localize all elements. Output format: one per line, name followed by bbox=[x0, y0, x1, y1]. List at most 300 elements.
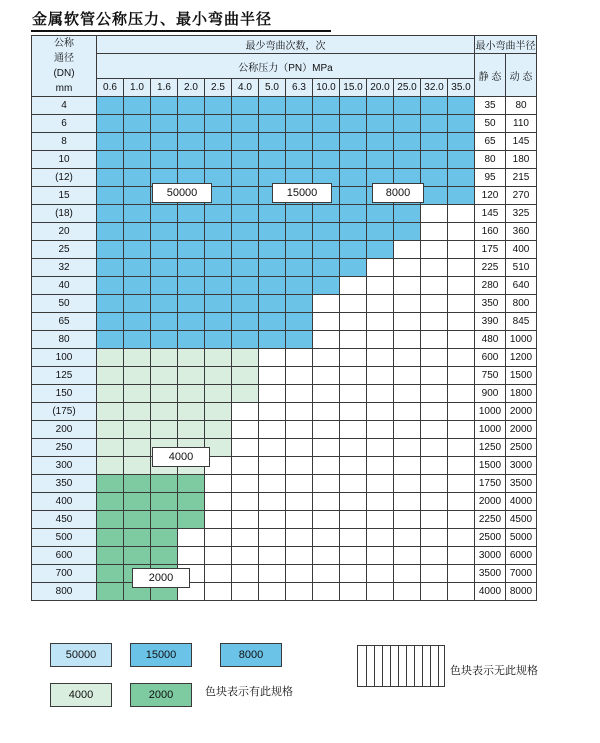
pressure-cell bbox=[367, 331, 394, 349]
pressure-cell bbox=[394, 529, 421, 547]
pressure-cell bbox=[367, 547, 394, 565]
radius-dynamic-value: 110 bbox=[506, 115, 537, 133]
radius-static-value: 280 bbox=[475, 277, 506, 295]
pressure-cell bbox=[178, 547, 205, 565]
radius-static-value: 65 bbox=[475, 133, 506, 151]
dn-header-line-2: 通径 bbox=[54, 53, 74, 64]
dn-value: 200 bbox=[32, 421, 97, 439]
table-row bbox=[32, 367, 537, 385]
table-row bbox=[32, 439, 537, 457]
pressure-cell bbox=[232, 205, 259, 223]
pressure-cell bbox=[97, 241, 124, 259]
table-row bbox=[32, 403, 537, 421]
pressure-cell bbox=[124, 151, 151, 169]
pressure-cell bbox=[232, 421, 259, 439]
radius-static-value: 480 bbox=[475, 331, 506, 349]
pressure-cell bbox=[313, 205, 340, 223]
pressure-cell bbox=[448, 115, 475, 133]
pressure-cell bbox=[232, 475, 259, 493]
pressure-cell bbox=[340, 511, 367, 529]
pressure-cell bbox=[178, 115, 205, 133]
pressure-cell bbox=[286, 403, 313, 421]
pressure-cell bbox=[286, 565, 313, 583]
pressure-cell bbox=[313, 97, 340, 115]
pressure-cell bbox=[367, 151, 394, 169]
legend-swatch-50000: 50000 bbox=[50, 643, 112, 667]
pressure-cell bbox=[448, 349, 475, 367]
pressure-cell bbox=[421, 493, 448, 511]
pressure-cell bbox=[205, 331, 232, 349]
pressure-cell bbox=[151, 259, 178, 277]
dn-header-line-4: mm bbox=[55, 83, 73, 94]
radius-static-value: 390 bbox=[475, 313, 506, 331]
pn-value-header: 2.5 bbox=[205, 79, 232, 97]
pressure-cell bbox=[259, 277, 286, 295]
pressure-cell bbox=[448, 385, 475, 403]
pressure-cell bbox=[232, 493, 259, 511]
pressure-cell bbox=[313, 277, 340, 295]
pressure-cell bbox=[394, 421, 421, 439]
pressure-cell bbox=[151, 529, 178, 547]
pressure-cell bbox=[286, 385, 313, 403]
pressure-cell bbox=[367, 223, 394, 241]
pressure-cell bbox=[205, 367, 232, 385]
pressure-cell bbox=[178, 223, 205, 241]
radius-dynamic-value: 510 bbox=[506, 259, 537, 277]
legend-color-note: 色块表示有此规格 bbox=[205, 686, 293, 698]
pressure-cell bbox=[97, 115, 124, 133]
pressure-cell bbox=[286, 151, 313, 169]
pressure-cell bbox=[124, 223, 151, 241]
radius-dynamic-value: 400 bbox=[506, 241, 537, 259]
pressure-cell bbox=[97, 511, 124, 529]
pressure-cell bbox=[340, 349, 367, 367]
pn-value-header: 25.0 bbox=[394, 79, 421, 97]
dn-value: 700 bbox=[32, 565, 97, 583]
pressure-cell bbox=[232, 385, 259, 403]
table-row bbox=[32, 97, 537, 115]
pressure-cell bbox=[394, 493, 421, 511]
table-row bbox=[32, 277, 537, 295]
radius-dynamic-value: 2500 bbox=[506, 439, 537, 457]
table-row bbox=[32, 511, 537, 529]
radius-dynamic-value: 1200 bbox=[506, 349, 537, 367]
table-row bbox=[32, 475, 537, 493]
pressure-cell bbox=[259, 133, 286, 151]
pressure-cell bbox=[151, 367, 178, 385]
pressure-cell bbox=[205, 277, 232, 295]
pressure-cell bbox=[232, 115, 259, 133]
pressure-cell bbox=[421, 403, 448, 421]
pressure-cell bbox=[124, 295, 151, 313]
pressure-cell bbox=[178, 367, 205, 385]
radius-dynamic-value: 1800 bbox=[506, 385, 537, 403]
pressure-cell bbox=[259, 457, 286, 475]
pressure-cell bbox=[448, 259, 475, 277]
pn-value-header: 15.0 bbox=[340, 79, 367, 97]
dn-value: 40 bbox=[32, 277, 97, 295]
radius-static-value: 1000 bbox=[475, 421, 506, 439]
pressure-cell bbox=[448, 331, 475, 349]
pressure-cell bbox=[367, 421, 394, 439]
radius-static-value: 80 bbox=[475, 151, 506, 169]
pressure-cell bbox=[367, 385, 394, 403]
pressure-cell bbox=[124, 259, 151, 277]
pressure-cell bbox=[151, 277, 178, 295]
table-row bbox=[32, 421, 537, 439]
pressure-cell bbox=[286, 529, 313, 547]
pressure-cell bbox=[97, 385, 124, 403]
pressure-cell bbox=[205, 385, 232, 403]
pressure-cell bbox=[448, 313, 475, 331]
pressure-cell bbox=[259, 439, 286, 457]
pressure-cell bbox=[151, 385, 178, 403]
radius-static-value: 160 bbox=[475, 223, 506, 241]
pressure-cell bbox=[178, 241, 205, 259]
table-header bbox=[32, 36, 537, 97]
pressure-cell bbox=[367, 439, 394, 457]
pressure-cell bbox=[124, 403, 151, 421]
radius-static-value: 750 bbox=[475, 367, 506, 385]
pressure-cell bbox=[313, 259, 340, 277]
pressure-cell bbox=[340, 241, 367, 259]
pressure-cell bbox=[124, 169, 151, 187]
pressure-cell bbox=[97, 259, 124, 277]
pressure-cell bbox=[286, 133, 313, 151]
pressure-cell bbox=[178, 529, 205, 547]
pressure-cell bbox=[421, 385, 448, 403]
pressure-cell bbox=[151, 133, 178, 151]
cycle-count-label: 15000 bbox=[272, 183, 332, 203]
pressure-cell bbox=[340, 367, 367, 385]
pressure-cell bbox=[259, 115, 286, 133]
radius-static-value: 95 bbox=[475, 169, 506, 187]
bend-times-header: 最少弯曲次数，次 bbox=[97, 36, 475, 54]
pressure-cell bbox=[124, 187, 151, 205]
pressure-cell bbox=[259, 529, 286, 547]
pressure-cell bbox=[178, 259, 205, 277]
pressure-cell bbox=[97, 475, 124, 493]
cycle-count-label: 4000 bbox=[152, 447, 210, 467]
pressure-cell bbox=[394, 151, 421, 169]
pressure-cell bbox=[205, 115, 232, 133]
radius-static-value: 600 bbox=[475, 349, 506, 367]
pressure-cell bbox=[151, 313, 178, 331]
pressure-cell bbox=[151, 349, 178, 367]
radius-static-value: 350 bbox=[475, 295, 506, 313]
dn-value: 20 bbox=[32, 223, 97, 241]
pressure-cell bbox=[97, 331, 124, 349]
table-row bbox=[32, 133, 537, 151]
dn-value: 800 bbox=[32, 583, 97, 601]
radius-static-header: 静 态 bbox=[475, 54, 506, 97]
pressure-cell bbox=[205, 349, 232, 367]
pressure-cell bbox=[448, 421, 475, 439]
pressure-cell bbox=[367, 493, 394, 511]
pressure-cell bbox=[448, 367, 475, 385]
pressure-cell bbox=[151, 331, 178, 349]
dn-header-cell bbox=[32, 36, 97, 97]
pressure-cell bbox=[124, 511, 151, 529]
pressure-cell bbox=[313, 349, 340, 367]
pressure-cell bbox=[124, 349, 151, 367]
legend-swatch-15000: 15000 bbox=[130, 643, 192, 667]
pressure-cell bbox=[394, 403, 421, 421]
dn-value: 500 bbox=[32, 529, 97, 547]
pressure-cell bbox=[205, 421, 232, 439]
pressure-cell bbox=[286, 115, 313, 133]
pressure-cell bbox=[205, 547, 232, 565]
pressure-cell bbox=[97, 457, 124, 475]
pressure-cell bbox=[367, 349, 394, 367]
pressure-cell bbox=[178, 511, 205, 529]
pressure-cell bbox=[313, 439, 340, 457]
pressure-cell bbox=[286, 313, 313, 331]
pressure-cell bbox=[178, 133, 205, 151]
pressure-cell bbox=[367, 511, 394, 529]
pressure-cell bbox=[448, 475, 475, 493]
dn-value: 6 bbox=[32, 115, 97, 133]
pressure-cell bbox=[313, 565, 340, 583]
radius-dynamic-value: 145 bbox=[506, 133, 537, 151]
dn-value: 250 bbox=[32, 439, 97, 457]
table-row bbox=[32, 115, 537, 133]
dn-value: 400 bbox=[32, 493, 97, 511]
pressure-cell bbox=[421, 367, 448, 385]
pressure-cell bbox=[367, 295, 394, 313]
pressure-cell bbox=[178, 331, 205, 349]
pressure-cell bbox=[367, 403, 394, 421]
pressure-cell bbox=[367, 115, 394, 133]
pressure-cell bbox=[340, 565, 367, 583]
legend-hatch-note: 色块表示无此规格 bbox=[450, 665, 538, 677]
pressure-cell bbox=[448, 493, 475, 511]
pressure-cell bbox=[232, 259, 259, 277]
dn-value: 8 bbox=[32, 133, 97, 151]
radius-dynamic-value: 6000 bbox=[506, 547, 537, 565]
dn-value: 300 bbox=[32, 457, 97, 475]
dn-value: (175) bbox=[32, 403, 97, 421]
pressure-cell bbox=[97, 313, 124, 331]
pressure-cell bbox=[421, 511, 448, 529]
pressure-cell bbox=[205, 511, 232, 529]
radius-static-value: 900 bbox=[475, 385, 506, 403]
pressure-cell bbox=[97, 565, 124, 583]
pressure-cell bbox=[286, 241, 313, 259]
pressure-cell bbox=[97, 583, 124, 601]
pressure-cell bbox=[97, 223, 124, 241]
pn-header: 公称压力（PN）MPa bbox=[97, 54, 475, 79]
pressure-cell bbox=[178, 97, 205, 115]
pressure-cell bbox=[421, 583, 448, 601]
radius-dynamic-value: 2000 bbox=[506, 403, 537, 421]
pressure-cell bbox=[286, 277, 313, 295]
pressure-cell bbox=[421, 547, 448, 565]
dn-value: 32 bbox=[32, 259, 97, 277]
radius-dynamic-value: 5000 bbox=[506, 529, 537, 547]
pressure-cell bbox=[394, 97, 421, 115]
pressure-cell bbox=[313, 403, 340, 421]
pressure-cell bbox=[151, 547, 178, 565]
dn-value: 10 bbox=[32, 151, 97, 169]
pressure-cell bbox=[232, 241, 259, 259]
pressure-cell bbox=[151, 115, 178, 133]
pressure-cell bbox=[232, 313, 259, 331]
pressure-cell bbox=[340, 421, 367, 439]
dn-value: 125 bbox=[32, 367, 97, 385]
pressure-cell bbox=[178, 295, 205, 313]
bend-radius-header: 最小弯曲半径 bbox=[475, 36, 537, 54]
pressure-cell bbox=[259, 223, 286, 241]
pressure-cell bbox=[151, 475, 178, 493]
pressure-cell bbox=[394, 241, 421, 259]
pressure-cell bbox=[340, 259, 367, 277]
pressure-cell bbox=[205, 493, 232, 511]
pressure-cell bbox=[340, 295, 367, 313]
pressure-cell bbox=[448, 205, 475, 223]
pressure-cell bbox=[151, 151, 178, 169]
pressure-cell bbox=[97, 97, 124, 115]
pressure-cell bbox=[340, 331, 367, 349]
pressure-cell bbox=[313, 115, 340, 133]
radius-dynamic-value: 180 bbox=[506, 151, 537, 169]
pressure-cell bbox=[286, 295, 313, 313]
radius-static-value: 2250 bbox=[475, 511, 506, 529]
pressure-cell bbox=[367, 277, 394, 295]
table-row bbox=[32, 223, 537, 241]
pressure-cell bbox=[232, 223, 259, 241]
pressure-cell bbox=[97, 439, 124, 457]
pressure-cell bbox=[340, 223, 367, 241]
pressure-cell bbox=[394, 313, 421, 331]
pressure-cell bbox=[286, 511, 313, 529]
pressure-cell bbox=[124, 421, 151, 439]
pressure-cell bbox=[340, 403, 367, 421]
pressure-cell bbox=[259, 205, 286, 223]
radius-dynamic-value: 7000 bbox=[506, 565, 537, 583]
dn-value: 600 bbox=[32, 547, 97, 565]
dn-value: (18) bbox=[32, 205, 97, 223]
pressure-cell bbox=[367, 205, 394, 223]
pressure-cell bbox=[448, 223, 475, 241]
radius-static-value: 1500 bbox=[475, 457, 506, 475]
pressure-cell bbox=[313, 475, 340, 493]
radius-dynamic-value: 4500 bbox=[506, 511, 537, 529]
dn-value: 15 bbox=[32, 187, 97, 205]
pressure-cell bbox=[259, 151, 286, 169]
radius-dynamic-value: 215 bbox=[506, 169, 537, 187]
pressure-cell bbox=[286, 493, 313, 511]
pressure-cell bbox=[367, 529, 394, 547]
pressure-cell bbox=[421, 439, 448, 457]
pressure-cell bbox=[421, 457, 448, 475]
pressure-cell bbox=[340, 583, 367, 601]
pressure-cell bbox=[124, 133, 151, 151]
pn-value-header: 1.0 bbox=[124, 79, 151, 97]
pressure-cell bbox=[259, 511, 286, 529]
radius-static-value: 35 bbox=[475, 97, 506, 115]
pressure-cell bbox=[97, 493, 124, 511]
pressure-cell bbox=[205, 133, 232, 151]
pressure-cell bbox=[313, 133, 340, 151]
table-row bbox=[32, 529, 537, 547]
pressure-cell bbox=[151, 241, 178, 259]
pressure-cell bbox=[313, 295, 340, 313]
pressure-cell bbox=[205, 295, 232, 313]
radius-static-value: 1000 bbox=[475, 403, 506, 421]
hatch-swatch bbox=[357, 645, 445, 687]
pressure-cell bbox=[97, 295, 124, 313]
pressure-cell bbox=[124, 331, 151, 349]
pn-value-header: 35.0 bbox=[448, 79, 475, 97]
pressure-cell bbox=[178, 313, 205, 331]
radius-dynamic-value: 800 bbox=[506, 295, 537, 313]
pressure-cell bbox=[124, 457, 151, 475]
pressure-cell bbox=[421, 133, 448, 151]
radius-static-value: 4000 bbox=[475, 583, 506, 601]
radius-static-value: 2500 bbox=[475, 529, 506, 547]
pressure-cell bbox=[286, 439, 313, 457]
table-row bbox=[32, 241, 537, 259]
pressure-cell bbox=[124, 205, 151, 223]
table-row bbox=[32, 493, 537, 511]
pressure-cell bbox=[232, 439, 259, 457]
pressure-cell bbox=[151, 223, 178, 241]
pressure-cell bbox=[151, 295, 178, 313]
pn-value-header: 6.3 bbox=[286, 79, 313, 97]
pressure-cell bbox=[205, 403, 232, 421]
pressure-cell bbox=[124, 493, 151, 511]
dn-value: 4 bbox=[32, 97, 97, 115]
pressure-cell bbox=[448, 439, 475, 457]
pressure-cell bbox=[421, 313, 448, 331]
pressure-cell bbox=[394, 385, 421, 403]
pressure-cell bbox=[421, 475, 448, 493]
pressure-cell bbox=[232, 277, 259, 295]
pressure-cell bbox=[178, 151, 205, 169]
dn-value: 50 bbox=[32, 295, 97, 313]
pressure-cell bbox=[178, 385, 205, 403]
pn-value-header: 4.0 bbox=[232, 79, 259, 97]
pressure-cell bbox=[232, 565, 259, 583]
pressure-cell bbox=[313, 151, 340, 169]
pressure-cell bbox=[313, 385, 340, 403]
pressure-cell bbox=[259, 493, 286, 511]
table-row bbox=[32, 565, 537, 583]
pressure-cell bbox=[124, 475, 151, 493]
pressure-cell bbox=[97, 403, 124, 421]
pressure-cell bbox=[151, 421, 178, 439]
header-row-1 bbox=[32, 36, 537, 54]
pressure-cell bbox=[421, 331, 448, 349]
table-row bbox=[32, 547, 537, 565]
pressure-cell bbox=[367, 241, 394, 259]
pressure-cell bbox=[394, 439, 421, 457]
pressure-cell bbox=[448, 277, 475, 295]
pressure-cell bbox=[394, 565, 421, 583]
pressure-cell bbox=[97, 133, 124, 151]
legend-swatch-2000: 2000 bbox=[130, 683, 192, 707]
dn-value: 80 bbox=[32, 331, 97, 349]
pressure-cell bbox=[367, 583, 394, 601]
pressure-cell bbox=[394, 205, 421, 223]
pressure-cell bbox=[178, 403, 205, 421]
pressure-cell bbox=[232, 583, 259, 601]
pressure-cell bbox=[340, 313, 367, 331]
pressure-cell bbox=[232, 151, 259, 169]
pressure-cell bbox=[286, 583, 313, 601]
pressure-cell bbox=[340, 457, 367, 475]
